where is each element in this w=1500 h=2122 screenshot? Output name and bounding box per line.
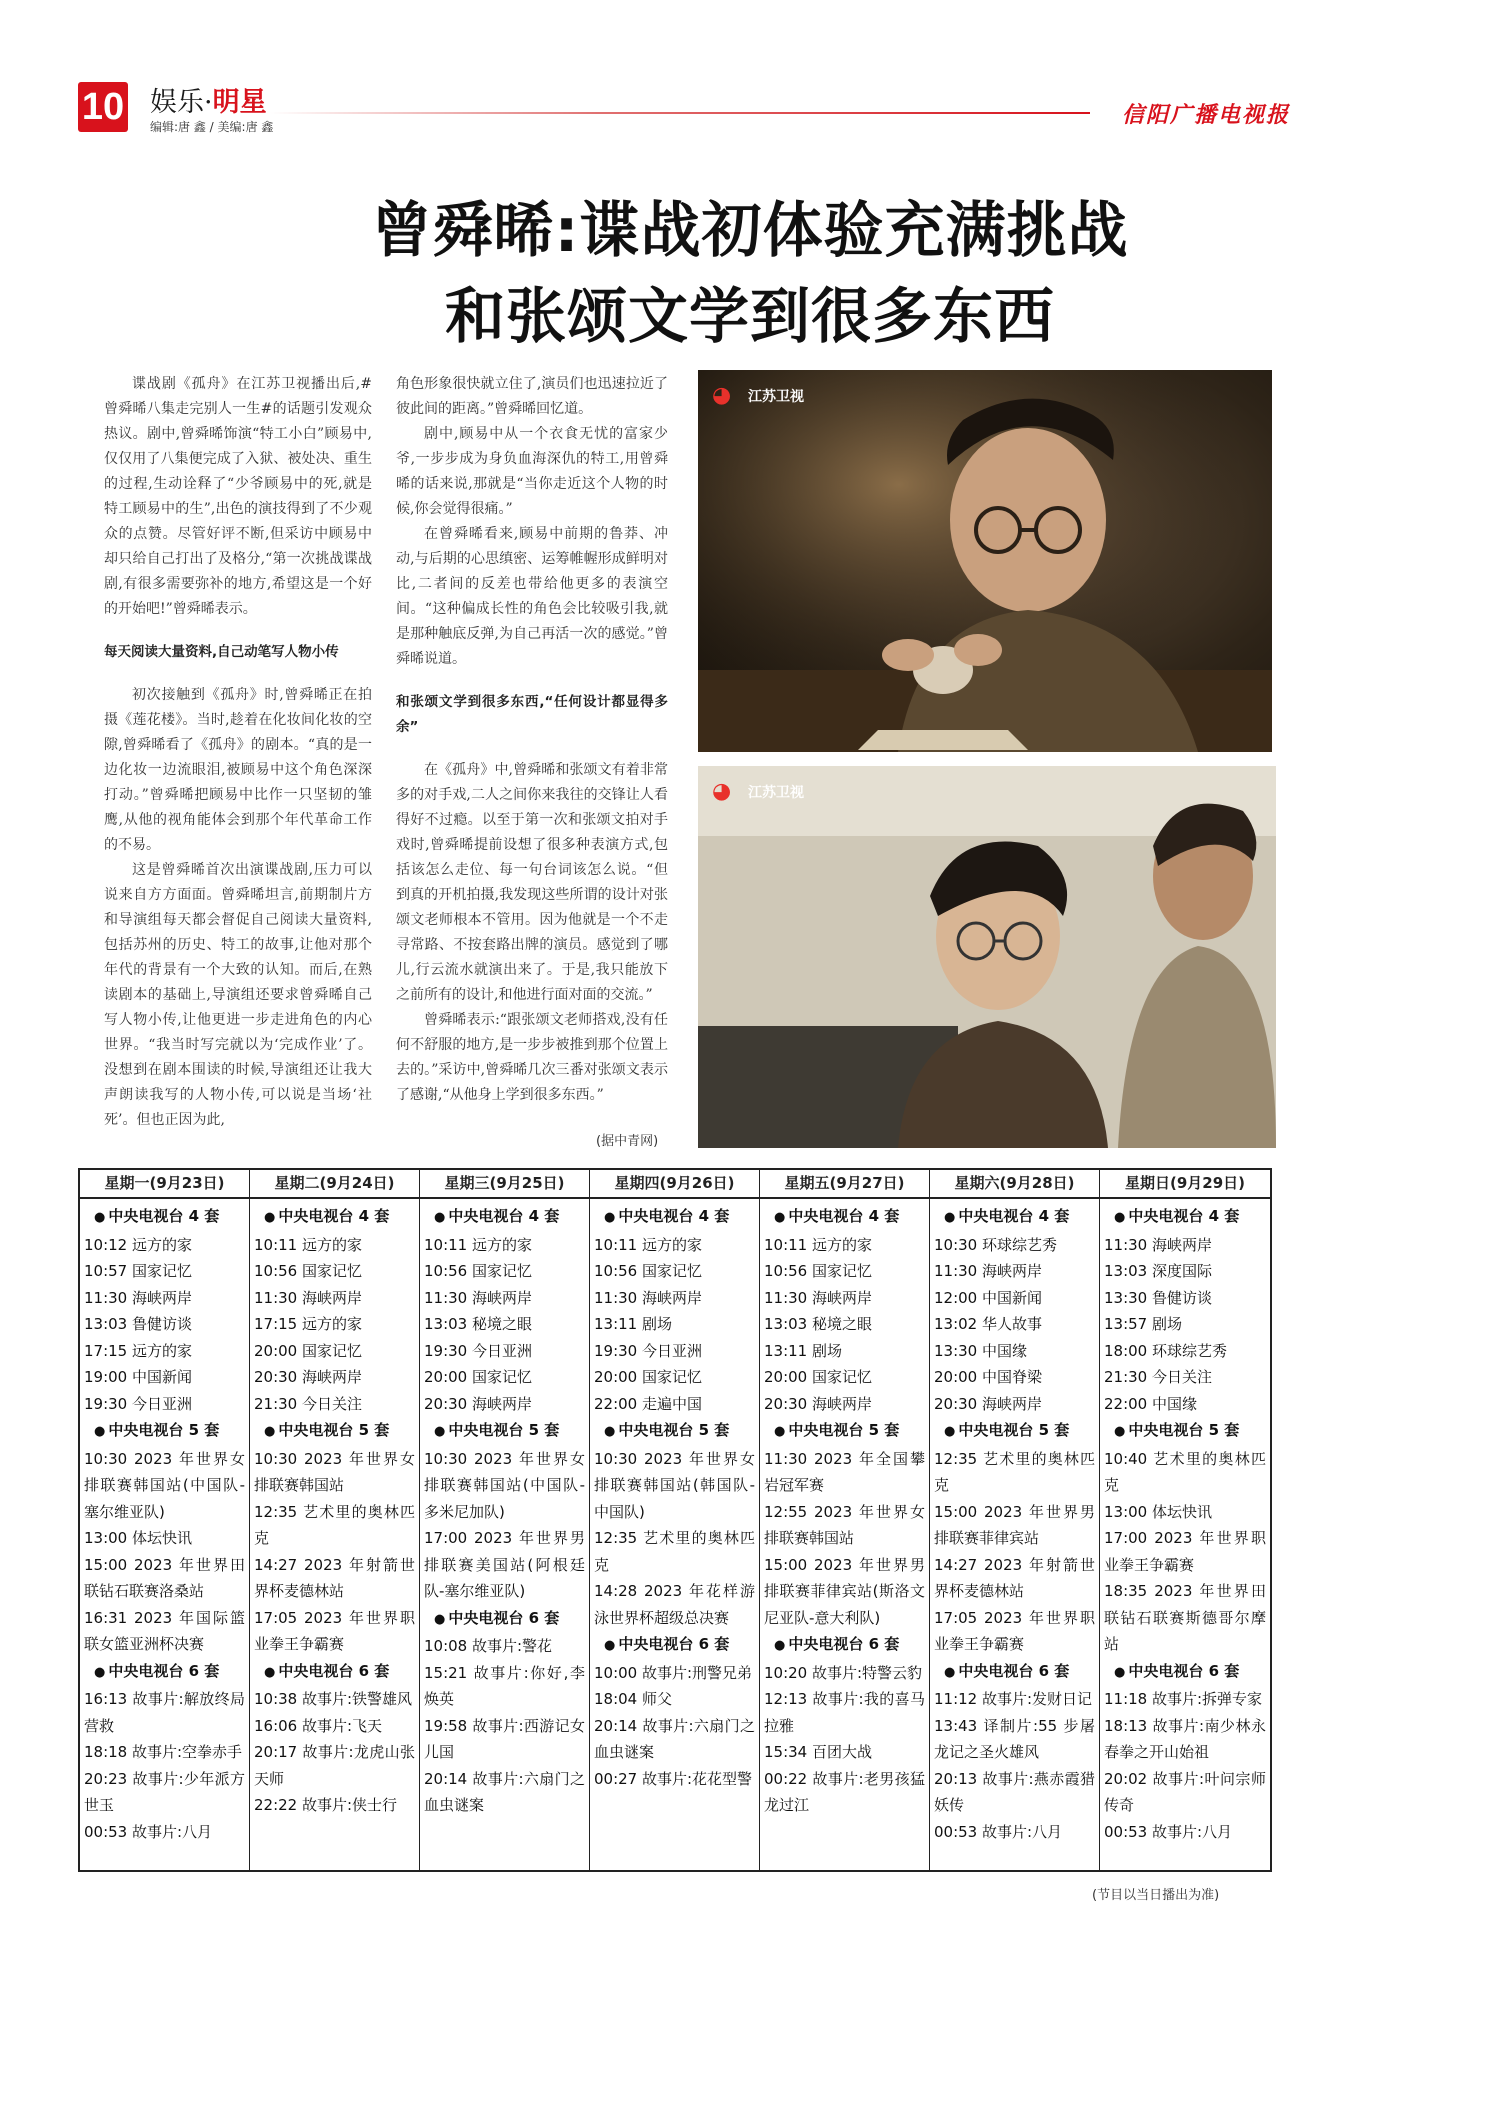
program-item: 13:57 剧场 bbox=[1104, 1315, 1182, 1333]
schedule-day-programs bbox=[590, 1199, 759, 1792]
jiangsu-tv-logo-icon: ◕ bbox=[712, 383, 732, 408]
section-title-highlight: 明星 bbox=[212, 87, 267, 118]
program-item: 20:00 中国脊梁 bbox=[934, 1368, 1042, 1386]
program-item: 11:12 故事片:发财日记 bbox=[934, 1690, 1093, 1708]
channel-heading bbox=[764, 1417, 925, 1446]
schedule-day-programs bbox=[80, 1199, 249, 1845]
channel-name: 中央电视台 6 套 bbox=[618, 1635, 730, 1653]
schedule-day-column bbox=[1100, 1170, 1270, 1870]
channel-name: 中央电视台 4 套 bbox=[448, 1207, 560, 1225]
program-item: 13:30 鲁健访谈 bbox=[1104, 1288, 1212, 1307]
schedule-day-header: 星期四(9月26日) bbox=[590, 1170, 759, 1199]
photo-2-illustration bbox=[698, 766, 1276, 1148]
jiangsu-tv-logo-icon: ◕ bbox=[712, 779, 732, 804]
schedule-day-programs bbox=[930, 1199, 1099, 1845]
channel-heading bbox=[594, 1203, 755, 1232]
bullet-icon: ● bbox=[264, 1210, 276, 1225]
program-item: 10:30 2023 年世界女排联赛韩国站(韩国队-中国队) bbox=[594, 1449, 755, 1521]
program-item: 12:13 故事片:我的喜马拉雅 bbox=[764, 1690, 925, 1735]
program-item: 10:56 国家记忆 bbox=[764, 1262, 872, 1280]
schedule-day-column bbox=[80, 1170, 250, 1870]
program-item: 11:30 海峡两岸 bbox=[254, 1288, 362, 1307]
bullet-icon: ● bbox=[94, 1664, 106, 1680]
program-item: 20:00 国家记忆 bbox=[764, 1368, 872, 1386]
channel-name: 中央电视台 5 套 bbox=[108, 1421, 220, 1439]
program-item: 21:30 今日关注 bbox=[254, 1394, 362, 1413]
article-headline bbox=[150, 188, 1350, 360]
program-item: 12:55 2023 年世界女排联赛韩国站 bbox=[764, 1502, 925, 1547]
program-item: 13:02 华人故事 bbox=[934, 1315, 1042, 1333]
program-item: 20:17 故事片:龙虎山张天师 bbox=[254, 1743, 415, 1788]
program-item: 13:11 剧场 bbox=[594, 1315, 672, 1333]
program-item: 12:00 中国新闻 bbox=[934, 1288, 1042, 1307]
headline-line-2: 和张颂文学到很多东西 bbox=[445, 282, 1055, 352]
schedule-day-column bbox=[250, 1170, 420, 1870]
bullet-icon: ● bbox=[774, 1424, 786, 1439]
channel-name: 中央电视台 5 套 bbox=[958, 1421, 1070, 1439]
program-item: 10:11 远方的家 bbox=[254, 1235, 362, 1254]
program-item: 10:30 环球综艺秀 bbox=[934, 1235, 1057, 1254]
paragraph: 在曾舜晞看来,顾易中前期的鲁莽、冲动,与后期的心思缜密、运筹帷幄形成鲜明对比,二者间的反差也带给他更多的表演空间。“这种偏成长性的角色会比较吸引我,就是那种触底反弹,为自己再活一次的感觉。”曾舜晞说道。 bbox=[396, 526, 668, 667]
channel-name: 中央电视台 6 套 bbox=[108, 1661, 220, 1680]
program-item: 20:14 故事片:六扇门之血虫谜案 bbox=[424, 1769, 585, 1814]
program-item: 15:21 故事片:你好,李焕英 bbox=[424, 1663, 585, 1708]
channel-heading bbox=[934, 1658, 1095, 1687]
page-number-badge: 10 bbox=[78, 82, 128, 132]
program-item: 15:34 百团大战 bbox=[764, 1743, 872, 1761]
schedule-day-column bbox=[930, 1170, 1100, 1870]
program-item: 18:13 故事片:南少林永春拳之开山始祖 bbox=[1104, 1716, 1266, 1761]
channel-heading bbox=[84, 1658, 245, 1687]
program-item: 14:27 2023 年射箭世界杯麦德林站 bbox=[254, 1555, 415, 1600]
program-item: 14:28 2023 年花样游泳世界杯超级总决赛 bbox=[594, 1582, 755, 1627]
channel-heading bbox=[1104, 1203, 1266, 1232]
program-item: 10:56 国家记忆 bbox=[424, 1262, 532, 1280]
program-item: 00:22 故事片:老男孩猛龙过江 bbox=[764, 1769, 925, 1814]
program-item: 10:30 2023 年世界女排联赛韩国站 bbox=[254, 1449, 415, 1494]
program-item: 13:43 译制片:55 步屠龙记之圣火雄风 bbox=[934, 1716, 1095, 1761]
schedule-day-header: 星期一(9月23日) bbox=[80, 1170, 249, 1199]
program-item: 10:40 艺术里的奥林匹克 bbox=[1104, 1449, 1266, 1494]
program-item: 17:05 2023 年世界职业拳王争霸赛 bbox=[934, 1608, 1095, 1653]
channel-heading bbox=[254, 1658, 415, 1687]
schedule-day-programs bbox=[250, 1199, 419, 1819]
photo-1-illustration bbox=[698, 370, 1272, 752]
paragraph: 谍战剧《孤舟》在江苏卫视播出后,#曾舜晞八集走完别人一生#的话题引发观众热议。剧中,曾舜晞饰演“特工小白”顾易中,仅仅用了八集便完成了入狱、被处决、重生的过程,生动诠释了“少爷顾易中的死,就是特工顾易中的生”,出色的演技得到了不少观众的点赞。尽管好评不断,但采访中顾易中却只给自己打出了及格分,“第一次挑战谍战剧,有很多需要弥补的地方,希望这是一个好的开始吧!”曾舜晞表示。 bbox=[104, 376, 372, 617]
program-item: 10:00 故事片:刑警兄弟 bbox=[594, 1663, 753, 1682]
program-item: 13:03 秘境之眼 bbox=[764, 1315, 872, 1333]
bullet-icon: ● bbox=[944, 1664, 956, 1680]
program-item: 11:30 海峡两岸 bbox=[764, 1288, 872, 1307]
newspaper-name: 信阳广播电视报 bbox=[1122, 102, 1291, 128]
program-item: 10:11 远方的家 bbox=[594, 1235, 702, 1254]
program-item: 20:13 故事片:燕赤霞猎妖传 bbox=[934, 1769, 1095, 1814]
program-item: 12:35 艺术里的奥林匹克 bbox=[934, 1449, 1095, 1494]
program-item: 00:53 故事片:八月 bbox=[84, 1822, 213, 1841]
bullet-icon: ● bbox=[1114, 1424, 1126, 1439]
schedule-day-column bbox=[420, 1170, 590, 1870]
program-item: 11:18 故事片:拆弹专家 bbox=[1104, 1690, 1263, 1708]
program-item: 10:56 国家记忆 bbox=[594, 1262, 702, 1280]
schedule-day-header: 星期五(9月27日) bbox=[760, 1170, 929, 1199]
program-item: 17:15 远方的家 bbox=[254, 1315, 362, 1333]
program-item: 10:30 2023 年世界女排联赛韩国站(中国队-多米尼加队) bbox=[424, 1449, 585, 1521]
channel-name: 中央电视台 6 套 bbox=[958, 1661, 1070, 1680]
program-item: 17:05 2023 年世界职业拳王争霸赛 bbox=[254, 1608, 415, 1653]
headline-line-1: 曾舜晞:谍战初体验充满挑战 bbox=[371, 196, 1129, 266]
program-item: 13:00 体坛快讯 bbox=[1104, 1502, 1212, 1521]
program-item: 15:00 2023 年世界田联钻石联赛洛桑站 bbox=[84, 1555, 245, 1600]
program-item: 10:11 远方的家 bbox=[764, 1235, 872, 1254]
program-item: 00:53 故事片:八月 bbox=[1104, 1822, 1233, 1841]
program-item: 20:00 国家记忆 bbox=[254, 1341, 362, 1360]
bullet-icon: ● bbox=[774, 1210, 786, 1225]
schedule-day-header: 星期二(9月24日) bbox=[250, 1170, 419, 1199]
program-item: 22:00 走遍中国 bbox=[594, 1394, 702, 1413]
bullet-icon: ● bbox=[434, 1424, 446, 1439]
header-rule bbox=[270, 112, 1090, 114]
program-item: 13:03 鲁健访谈 bbox=[84, 1315, 192, 1333]
program-item: 16:13 故事片:解放终局营救 bbox=[84, 1690, 245, 1735]
program-item: 19:30 今日亚洲 bbox=[594, 1341, 702, 1360]
bullet-icon: ● bbox=[944, 1424, 956, 1439]
program-item: 13:03 秘境之眼 bbox=[424, 1315, 532, 1333]
program-item: 19:30 今日亚洲 bbox=[424, 1341, 532, 1360]
bullet-icon: ● bbox=[434, 1210, 446, 1225]
program-item: 13:03 深度国际 bbox=[1104, 1262, 1212, 1280]
schedule-day-column bbox=[590, 1170, 760, 1870]
subheading: 每天阅读大量资料,自己动笔写人物小传 bbox=[104, 644, 339, 660]
schedule-day-header: 星期六(9月28日) bbox=[930, 1170, 1099, 1199]
channel-heading bbox=[1104, 1658, 1266, 1687]
channel-name: 中央电视台 6 套 bbox=[278, 1661, 390, 1680]
program-item: 20:30 海峡两岸 bbox=[254, 1368, 362, 1386]
channel-name: 中央电视台 4 套 bbox=[618, 1207, 730, 1225]
program-item: 13:00 体坛快讯 bbox=[84, 1529, 192, 1547]
channel-heading bbox=[254, 1203, 415, 1232]
paragraph: 剧中,顾易中从一个衣食无忧的富家少爷,一步步成为身负血海深仇的特工,用曾舜晞的话来说,那就是“当你走近这个人物的时候,你会觉得很痛。” bbox=[396, 426, 668, 517]
channel-heading bbox=[934, 1417, 1095, 1446]
channel-name: 中央电视台 6 套 bbox=[1128, 1661, 1240, 1680]
program-item: 20:00 国家记忆 bbox=[594, 1368, 702, 1386]
program-item: 12:35 艺术里的奥林匹克 bbox=[254, 1502, 415, 1547]
program-item: 18:00 环球综艺秀 bbox=[1104, 1341, 1227, 1360]
paragraph: 角色形象很快就立住了,演员们也迅速拉近了彼此间的距离。”曾舜晞回忆道。 bbox=[396, 376, 668, 417]
bullet-icon: ● bbox=[1114, 1664, 1126, 1680]
bullet-icon: ● bbox=[434, 1611, 446, 1627]
program-item: 00:53 故事片:八月 bbox=[934, 1822, 1063, 1841]
program-item: 10:12 远方的家 bbox=[84, 1235, 192, 1254]
program-item: 18:18 故事片:空拳赤手 bbox=[84, 1743, 243, 1761]
channel-name: 中央电视台 4 套 bbox=[788, 1207, 900, 1225]
program-item: 10:20 故事片:特警云豹 bbox=[764, 1663, 923, 1682]
program-item: 17:15 远方的家 bbox=[84, 1341, 192, 1360]
program-item: 17:00 2023 年世界职业拳王争霸赛 bbox=[1104, 1529, 1266, 1574]
channel-logo bbox=[712, 384, 804, 408]
channel-heading bbox=[424, 1605, 585, 1634]
program-item: 22:22 故事片:侠士行 bbox=[254, 1796, 398, 1814]
program-item: 10:30 2023 年世界女排联赛韩国站(中国队-塞尔维亚队) bbox=[84, 1449, 245, 1521]
channel-name: 中央电视台 5 套 bbox=[1128, 1421, 1240, 1439]
program-item: 11:30 海峡两岸 bbox=[424, 1288, 532, 1307]
program-item: 15:00 2023 年世界男排联赛菲律宾站(斯洛文尼亚队-意大利队) bbox=[764, 1555, 925, 1627]
channel-heading bbox=[764, 1203, 925, 1232]
program-item: 20:23 故事片:少年派方世玉 bbox=[84, 1769, 245, 1814]
paragraph: 在《孤舟》中,曾舜晞和张颂文有着非常多的对手戏,二人之间你来我往的交锋让人看得好不过瘾。以至于第一次和张颂文拍对手戏时,曾舜晞提前设想了很多种表演方式,包括该怎么走位、每一句台词该怎么说。“但到真的开机拍摄,我发现这些所谓的设计对张颂文老师根本不管用。因为他就是一个不走寻常路、不按套路出牌的演员。感觉到了哪儿,行云流水就演出来了。于是,我只能放下之前所有的设计,和他进行面对面的交流。” bbox=[396, 762, 668, 1003]
program-item: 18:35 2023 年世界田联钻石联赛斯德哥尔摩站 bbox=[1104, 1582, 1266, 1653]
channel-heading bbox=[934, 1203, 1095, 1232]
program-item: 10:56 国家记忆 bbox=[254, 1262, 362, 1280]
program-item: 20:14 故事片:六扇门之血虫谜案 bbox=[594, 1716, 755, 1761]
program-item: 20:30 海峡两岸 bbox=[764, 1394, 872, 1413]
paragraph: 曾舜晞表示:“跟张颂文老师搭戏,没有任何不舒服的地方,是一步步被推到那个位置上去的。”采访中,曾舜晞几次三番对张颂文表示了感谢,“从他身上学到很多东西。” bbox=[396, 1012, 668, 1103]
channel-logo bbox=[712, 780, 804, 804]
program-item: 19:00 中国新闻 bbox=[84, 1368, 192, 1386]
channel-heading bbox=[764, 1631, 925, 1660]
program-item: 15:00 2023 年世界男排联赛菲律宾站 bbox=[934, 1502, 1095, 1547]
program-item: 20:30 海峡两岸 bbox=[424, 1394, 532, 1413]
channel-heading bbox=[84, 1203, 245, 1232]
program-item: 18:04 师父 bbox=[594, 1690, 672, 1708]
channel-heading bbox=[424, 1203, 585, 1232]
drama-still-photo-2 bbox=[698, 766, 1276, 1148]
program-item: 10:57 国家记忆 bbox=[84, 1262, 192, 1280]
bullet-icon: ● bbox=[604, 1210, 616, 1225]
bullet-icon: ● bbox=[604, 1424, 616, 1439]
channel-heading bbox=[1104, 1417, 1266, 1446]
program-item: 13:30 中国缘 bbox=[934, 1341, 1027, 1360]
drama-still-photo-1 bbox=[698, 370, 1272, 752]
schedule-day-programs bbox=[760, 1199, 929, 1819]
program-item: 00:27 故事片:花花型警 bbox=[594, 1769, 753, 1788]
program-item: 14:27 2023 年射箭世界杯麦德林站 bbox=[934, 1555, 1095, 1600]
channel-name: 中央电视台 5 套 bbox=[278, 1421, 390, 1439]
program-item: 11:30 海峡两岸 bbox=[1104, 1235, 1212, 1254]
subheading: 和张颂文学到很多东西,“任何设计都显得多余” bbox=[396, 694, 668, 735]
program-item: 19:30 今日亚洲 bbox=[84, 1394, 192, 1413]
channel-heading bbox=[254, 1417, 415, 1446]
schedule-day-header: 星期日(9月29日) bbox=[1100, 1170, 1270, 1199]
channel-logo-text: 江苏卫视 bbox=[748, 389, 804, 405]
program-item: 13:11 剧场 bbox=[764, 1341, 842, 1360]
schedule-day-programs bbox=[1100, 1199, 1270, 1845]
bullet-icon: ● bbox=[774, 1638, 786, 1653]
channel-logo-text: 江苏卫视 bbox=[748, 785, 804, 801]
paragraph: 这是曾舜晞首次出演谍战剧,压力可以说来自方方面面。曾舜晞坦言,前期制片方和导演组每天都会督促自己阅读大量资料,包括苏州的历史、特工的故事,让他对那个年代的背景有一个大致的认知。而后,在熟读剧本的基础上,导演组还要求曾舜晞自己写人物小传,让他更进一步走进角色的内心世界。“我当时写完就以为‘完成作业’了。没想到在剧本围读的时候,导演组还让我大声朗读我写的人物小传,可以说是当场‘社死’。但也正因为此, bbox=[104, 862, 372, 1128]
program-item: 19:58 故事片:西游记女儿国 bbox=[424, 1716, 585, 1761]
channel-name: 中央电视台 4 套 bbox=[278, 1207, 390, 1225]
program-item: 12:35 艺术里的奥林匹克 bbox=[594, 1529, 755, 1574]
schedule-day-header: 星期三(9月25日) bbox=[420, 1170, 589, 1199]
program-item: 11:30 海峡两岸 bbox=[594, 1288, 702, 1307]
article-column-1 bbox=[104, 372, 372, 1133]
schedule-day-column bbox=[760, 1170, 930, 1870]
channel-name: 中央电视台 5 套 bbox=[618, 1421, 730, 1439]
section-title bbox=[150, 80, 267, 119]
program-item: 20:02 故事片:叶问宗师传奇 bbox=[1104, 1769, 1266, 1814]
program-item: 10:08 故事片:警花 bbox=[424, 1637, 553, 1655]
channel-name: 中央电视台 4 套 bbox=[108, 1207, 220, 1225]
channel-name: 中央电视台 5 套 bbox=[448, 1421, 560, 1439]
source-credit: (据中青网) bbox=[596, 1134, 659, 1149]
program-item: 17:00 2023 年世界男排联赛美国站(阿根廷队-塞尔维亚队) bbox=[424, 1529, 585, 1600]
article-column-2 bbox=[396, 372, 668, 1108]
program-item: 16:06 故事片:飞天 bbox=[254, 1716, 383, 1735]
tv-schedule-table bbox=[78, 1168, 1272, 1872]
channel-heading bbox=[594, 1631, 755, 1660]
bullet-icon: ● bbox=[1114, 1210, 1126, 1225]
program-item: 16:31 2023 年国际篮联女篮亚洲杯决赛 bbox=[84, 1608, 245, 1653]
program-item: 22:00 中国缘 bbox=[1104, 1394, 1197, 1413]
program-item: 11:30 海峡两岸 bbox=[84, 1288, 192, 1307]
program-item: 10:38 故事片:铁警雄风 bbox=[254, 1690, 413, 1708]
editor-credits: 编辑:唐 鑫 / 美编:唐 鑫 bbox=[150, 120, 274, 134]
channel-name: 中央电视台 6 套 bbox=[448, 1608, 560, 1627]
channel-heading bbox=[594, 1417, 755, 1446]
bullet-icon: ● bbox=[264, 1424, 276, 1439]
program-item: 11:30 2023 年全国攀岩冠军赛 bbox=[764, 1449, 925, 1494]
bullet-icon: ● bbox=[604, 1638, 616, 1653]
bullet-icon: ● bbox=[944, 1210, 956, 1225]
program-item: 20:00 国家记忆 bbox=[424, 1368, 532, 1386]
bullet-icon: ● bbox=[264, 1664, 276, 1680]
paragraph: 初次接触到《孤舟》时,曾舜晞正在拍摄《莲花楼》。当时,趁着在化妆间化妆的空隙,曾舜晞看了《孤舟》的剧本。“真的是一边化妆一边流眼泪,被顾易中这个角色深深打动。”曾舜晞把顾易中比作一只坚韧的雏鹰,从他的视角能体会到那个年代革命工作的不易。 bbox=[104, 687, 372, 853]
schedule-day-programs bbox=[420, 1199, 589, 1819]
program-item: 20:30 海峡两岸 bbox=[934, 1394, 1042, 1413]
program-item: 10:11 远方的家 bbox=[424, 1235, 532, 1254]
channel-name: 中央电视台 4 套 bbox=[1128, 1207, 1240, 1225]
channel-heading bbox=[84, 1417, 245, 1446]
channel-heading bbox=[424, 1417, 585, 1446]
channel-name: 中央电视台 6 套 bbox=[788, 1635, 900, 1653]
bullet-icon: ● bbox=[94, 1424, 106, 1439]
schedule-note: (节目以当日播出为准) bbox=[1092, 1888, 1220, 1903]
program-item: 11:30 海峡两岸 bbox=[934, 1262, 1042, 1280]
channel-name: 中央电视台 5 套 bbox=[788, 1421, 900, 1439]
program-item: 21:30 今日关注 bbox=[1104, 1368, 1212, 1386]
channel-name: 中央电视台 4 套 bbox=[958, 1207, 1070, 1225]
bullet-icon: ● bbox=[94, 1210, 106, 1225]
section-title-main: 娱乐· bbox=[150, 87, 213, 118]
